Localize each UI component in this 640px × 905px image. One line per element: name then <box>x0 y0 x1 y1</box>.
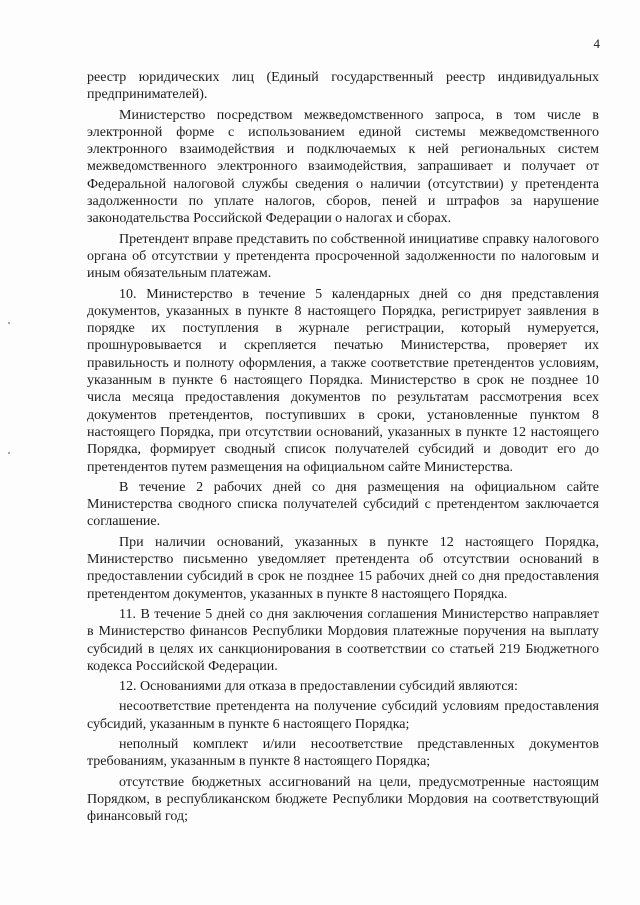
paragraph-registry-continuation: реестр юридических лиц (Единый государственный реестр индивидуальных предпринимателей). <box>87 70 599 103</box>
paragraph-clause-10: 10. Министерство в течение 5 календарных дней со дня представления документов, указанных в пункте 8 настоящего Порядка, регистрирует заявления в порядке их поступления в журнале регистрации, который нумеруется, прошнуровывается и скрепляется печатью Министерства, проверяет их правильность и полноту оформления, а также соответствие претендентов условиям, указанным в пункте 6 настоящего Порядка. Министерство в срок не позднее 10 числа месяца предоставления документов по результатам рассмотрения всех документов претендентов, поступивших в сроки, установленные пунктом 8 настоящего Порядка, при отсутствии оснований, указанных в пункте 12 настоящего Порядка, формирует сводный список получателей субсидий и доводит его до претендентов путем размещения на официальном сайте Министерства. <box>87 286 599 475</box>
scan-speck <box>8 322 10 324</box>
paragraph-tax-certificate: Претендент вправе представить по собственной инициативе справку налогового органа об отсутствии у претендента просроченной задолженности по налоговым и иным обязательным платежам. <box>87 231 599 282</box>
paragraph-refusal-ground-3: отсутствие бюджетных ассигнований на цели, предусмотренные настоящим Порядком, в республиканском бюджете Республики Мордовия на соответствующий финансовый год; <box>87 774 599 825</box>
paragraph-clause-11: 11. В течение 5 дней со дня заключения соглашения Министерство направляет в Министерство финансов Республики Мордовия платежные поручения на выплату субсидий в целях их санкционирования в соответствии со статьей 219 Бюджетного кодекса Российской Федерации. <box>87 606 599 674</box>
paragraph-clause-12: 12. Основаниями для отказа в предоставлении субсидий являются: <box>119 679 518 695</box>
body-text <box>87 69 599 828</box>
paragraph-refusal-ground-2: неполный комплект и/или несоответствие представленных документов требованиям, указанным в пункте 8 настоящего Порядка; <box>87 736 599 770</box>
paragraph-refusal-ground-1: несоответствие претендента на получение субсидий условиям предоставления субсидий, указанным в пункте 6 настоящего Порядка; <box>87 699 599 732</box>
paragraph-refusal-notice: При наличии оснований, указанных в пункте 12 настоящего Порядка, Министерство письменно уведомляет претендента об отсутствии оснований в предоставлении субсидий в срок не позднее 15 рабочих дней со дня предоставления претендентом документов, указанных в пункте 8 настоящего Порядка. <box>87 534 599 602</box>
page-number: 4 <box>593 36 600 51</box>
scan-speck <box>8 452 10 454</box>
paragraph-agreement-term: В течение 2 рабочих дней со дня размещения на официальном сайте Министерства сводного списка получателей субсидий с претендентом заключается соглашение. <box>87 479 599 530</box>
paragraph-interagency-request: Министерство посредством межведомственного запроса, в том числе в электронной форме с использованием единой системы межведомственного электронного взаимодействия и подключаемых к ней региональных систем межведомственного электронного взаимодействия, запрашивает и получает от Федеральной налоговой службы сведения о наличии (отсутствии) у претендента задолженности по уплате налогов, сборов, пеней и штрафов за нарушение законодательства Российской Федерации о налогах и сборах. <box>87 107 599 227</box>
